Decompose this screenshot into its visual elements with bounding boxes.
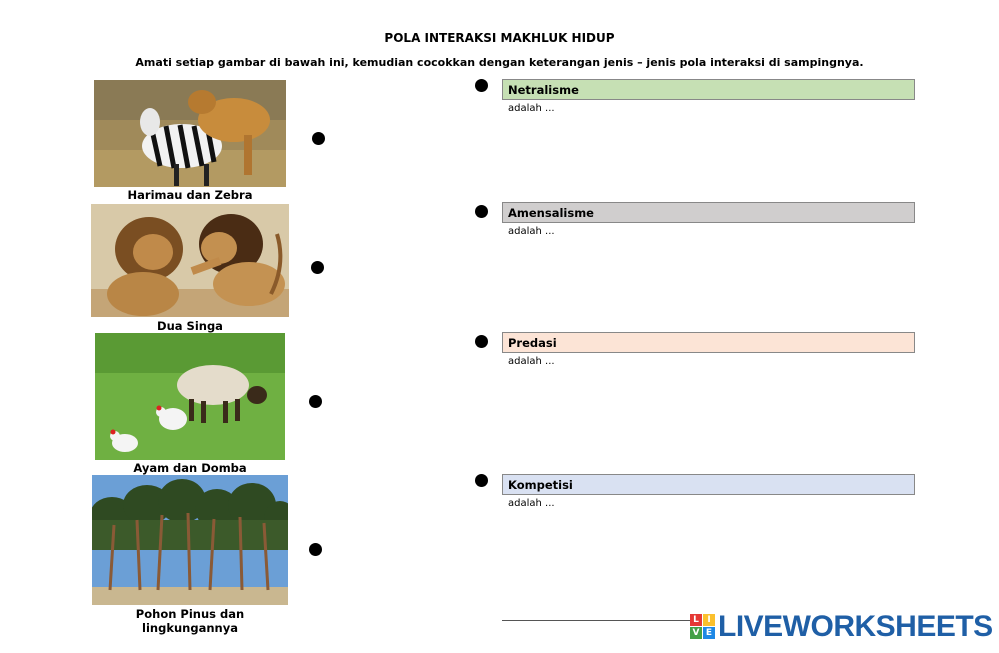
- logo-text: LIVEWORKSHEETS: [718, 610, 993, 643]
- divider-line: [502, 620, 690, 621]
- answer-desc-predasi: adalah ...: [508, 356, 555, 367]
- match-dot-chicken-sheep[interactable]: [309, 395, 322, 408]
- match-dot-pine-forest[interactable]: [309, 543, 322, 556]
- worksheet-title: POLA INTERAKSI MAKHLUK HIDUP: [384, 31, 615, 45]
- caption-pine-forest: Pohon Pinus dan lingkungannya: [135, 607, 245, 635]
- logo-badge-icon: L I V E: [690, 614, 716, 640]
- tiger-zebra-photo: [94, 80, 286, 187]
- two-lions-photo: [91, 204, 289, 317]
- answer-header-predasi: Predasi: [502, 332, 915, 353]
- answer-header-kompetisi: Kompetisi: [502, 474, 915, 495]
- caption-two-lions: Dua Singa: [157, 319, 223, 333]
- chicken-sheep-photo: [95, 333, 285, 460]
- answer-desc-amensalisme: adalah ...: [508, 226, 555, 237]
- match-dot-tiger-zebra[interactable]: [312, 132, 325, 145]
- answer-header-netralisme: Netralisme: [502, 79, 915, 100]
- pine-forest-photo: [92, 475, 288, 605]
- liveworksheets-logo[interactable]: [690, 612, 993, 642]
- caption-chicken-sheep: Ayam dan Domba: [133, 461, 247, 475]
- caption-tiger-zebra: Harimau dan Zebra: [127, 188, 253, 202]
- answer-desc-netralisme: adalah ...: [508, 103, 555, 114]
- match-dot-two-lions[interactable]: [311, 261, 324, 274]
- match-dot-predasi[interactable]: [475, 335, 488, 348]
- answer-desc-kompetisi: adalah ...: [508, 498, 555, 509]
- answer-header-amensalisme: Amensalisme: [502, 202, 915, 223]
- match-dot-amensalisme[interactable]: [475, 205, 488, 218]
- match-dot-kompetisi[interactable]: [475, 474, 488, 487]
- match-dot-netralisme[interactable]: [475, 79, 488, 92]
- worksheet-instruction: Amati setiap gambar di bawah ini, kemudian cocokkan dengan keterangan jenis – jenis pola interaksi di sampingnya.: [135, 56, 864, 69]
